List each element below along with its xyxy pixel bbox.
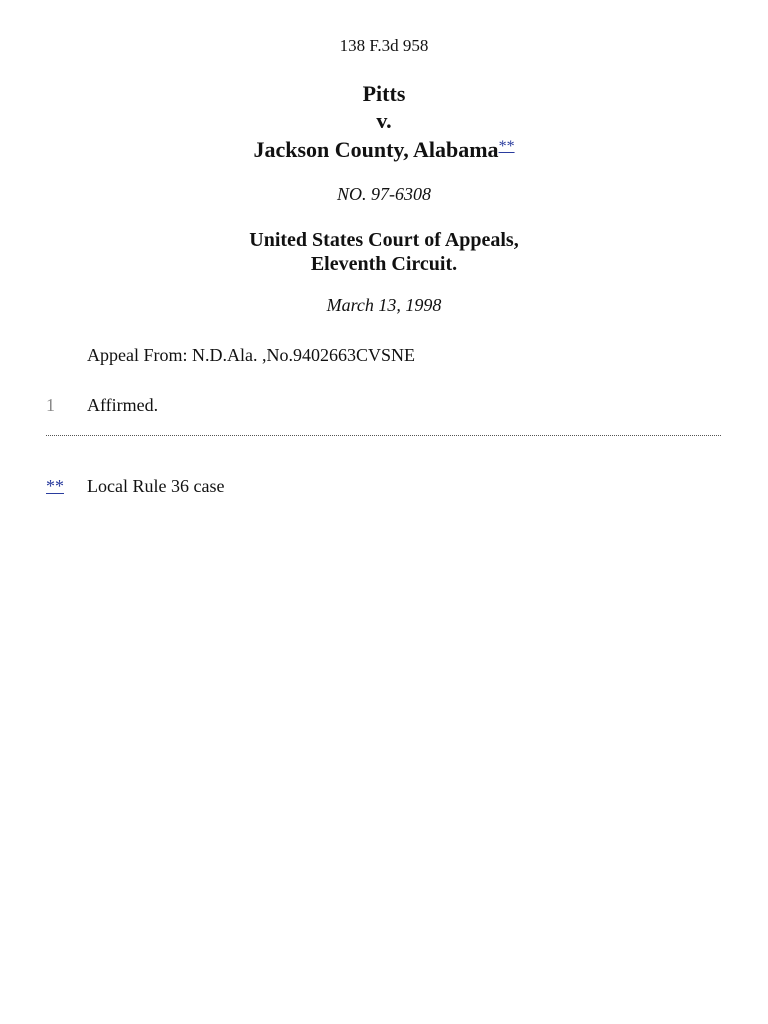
case-citation: 138 F.3d 958	[339, 36, 429, 55]
party-2-line	[0, 134, 768, 164]
court-line-1: United States Court of Appeals,	[249, 229, 519, 251]
versus-label: v.	[376, 107, 392, 133]
court-line-2: Eleventh Circuit.	[310, 253, 458, 275]
appeal-from: Appeal From: N.D.Ala. ,No.9402663CVSNE	[87, 345, 415, 365]
footnote-ref-link[interactable]: **	[498, 138, 515, 155]
footnote-back-link[interactable]: **	[46, 476, 64, 496]
docket-number: NO. 97-6308	[337, 184, 431, 204]
footnote-divider	[46, 435, 721, 436]
case-title	[0, 81, 768, 164]
paragraph-text: Affirmed.	[87, 395, 159, 415]
party-2: Jackson County, Alabama	[253, 137, 499, 162]
footnote-text: Local Rule 36 case	[87, 476, 225, 496]
paragraph-number: 1	[46, 395, 55, 415]
party-1: Pitts	[362, 81, 406, 106]
decision-date: March 13, 1998	[326, 295, 442, 315]
court-name	[0, 228, 768, 276]
